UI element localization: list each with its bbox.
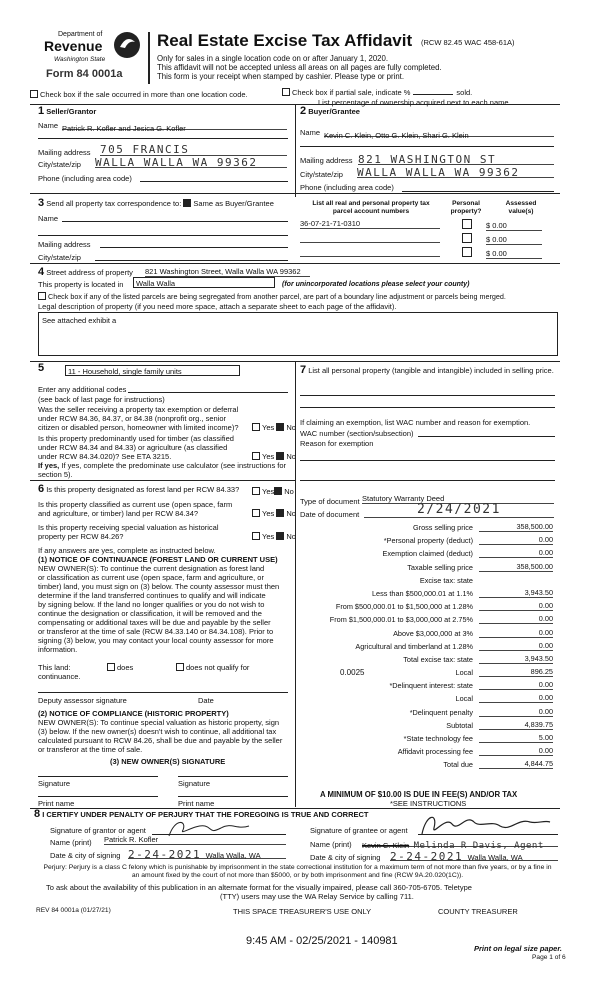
assessed-col-header: Assessed value(s) <box>505 200 537 215</box>
personal-property-checkbox-2[interactable] <box>462 233 472 243</box>
does-qualify-check[interactable]: does <box>107 663 133 672</box>
personal-property-checkbox-1[interactable] <box>462 219 472 229</box>
buyer-mailing-label: Mailing address <box>300 156 353 165</box>
receipt-stamp: 9:45 AM - 02/25/2021 - 140981 <box>246 935 398 947</box>
owner-print-label-2: Print name <box>178 799 215 808</box>
exemption-q3: citizen or disabled person, homeowner with limited income)? <box>38 423 239 432</box>
paragraph-line: or transferor at the time of sale (RCW 84.33.140 or 84.34.108). Prior to <box>38 627 274 636</box>
assessed-value-1[interactable]: $ 0.00 <box>486 221 542 231</box>
timber-q5: section 5). <box>38 470 73 479</box>
tax-label: From $1,500,000.01 to $3,000,000 at 2.75% <box>329 615 473 625</box>
tax-value[interactable]: 0.00 <box>479 693 553 703</box>
continuance-label: continuance. <box>38 672 81 681</box>
section-1-heading: 1 Seller/Grantor <box>38 105 97 117</box>
minimum-notice: A MINIMUM OF $10.00 IS DUE IN FEE(S) AND/OR TAX <box>320 790 518 799</box>
paragraph-line: NEW OWNER(S): To continue the current designation as forest land <box>38 564 265 573</box>
tax-value[interactable]: 358,500.00 <box>479 522 553 532</box>
paragraph-line: determine if the land transferred continues to qualify and will indicate <box>38 591 266 600</box>
tax-label: Subtotal <box>446 720 473 730</box>
dept-line3: Washington State <box>54 56 106 63</box>
grantor-date-field[interactable]: 2-24-2021 Walla Walla, WA <box>128 845 286 859</box>
buyer-phone-label: Phone (including area code) <box>300 183 394 192</box>
certify-heading: 8 I CERTIFY UNDER PENALTY OF PERJURY THAT THE FOREGOING IS TRUE AND CORRECT <box>34 808 369 820</box>
paragraph-line: by signing below. If the land no longer qualifies or you do not wish to <box>38 600 265 609</box>
parcel-col-header: List all real and personal property tax parcel account numbers <box>312 200 430 215</box>
tax-row <box>300 706 555 719</box>
new-owner-signature-heading: (3) NEW OWNER(S) SIGNATURE <box>110 757 226 766</box>
section-5-number: 5 <box>38 362 45 374</box>
tax-label: Local <box>455 668 473 678</box>
exemption-q1: Was the seller receiving a property tax exemption or deferral <box>38 405 239 414</box>
tax-row <box>300 574 555 587</box>
paragraph-line: NEW OWNER(S): To continue special valuation as historic property, sign <box>38 718 280 727</box>
tax-row <box>300 534 555 547</box>
owner-print-label-1: Print name <box>38 799 75 808</box>
dept-line1: Department of <box>58 31 103 38</box>
personal-property-checkbox-3[interactable] <box>462 247 472 257</box>
seller-name-field[interactable]: Patrick R. Kofler and Jesica G. Kofler <box>62 118 287 130</box>
grantee-date-label: Date & city of signing <box>310 853 381 862</box>
section-4-street: 4 Street address of property <box>38 266 133 278</box>
forest-land-q: 6 Is this property designated as forest land per RCW 84.33? <box>38 483 240 495</box>
paragraph-line: continue the designation or classification, it will be removed and the <box>38 609 262 618</box>
tax-value[interactable]: 3,943.50 <box>479 654 553 664</box>
partial-sale-check[interactable]: Check box if partial sale, indicate % sold. <box>282 88 472 97</box>
tax-row <box>300 640 555 653</box>
tax-value[interactable]: 0.00 <box>479 548 553 558</box>
multi-location-check[interactable]: Check box if the sale occurred in more than one location code. <box>30 90 248 99</box>
continuance-text <box>38 564 293 654</box>
buyer-name-label: Name <box>300 128 321 137</box>
exemption-q2: under RCW 84.36, 84.37, or 84.38 (nonprofit org., senior <box>38 414 227 423</box>
tax-value[interactable]: 0.00 <box>479 641 553 651</box>
form-title: Real Estate Excise Tax Affidavit <box>157 31 413 50</box>
paragraph-line: timber) land, you must sign on (3) below. The county assessor must then <box>38 582 280 591</box>
forest-yes-no[interactable]: Yes No <box>252 487 294 496</box>
deputy-signature-label: Deputy assessor signature <box>38 696 127 705</box>
paragraph-line: or transferor at the time of sale. <box>38 745 143 754</box>
tax-row <box>300 666 555 679</box>
tax-label: Taxable selling price <box>407 562 473 572</box>
owner-signature-label-2: Signature <box>178 779 211 788</box>
timber-q3: under RCW 84.34.020)? See ETA 3215. <box>38 452 172 461</box>
tax-label: Gross selling price <box>412 523 473 532</box>
tax-row <box>300 679 555 692</box>
section-7-text: 7 List all personal property (tangible and intangible) included in selling price. <box>300 364 554 376</box>
grantor-name-label: Name (print) <box>50 838 92 847</box>
list-percentage-note: List percentage of ownership acquired next to each name. <box>318 98 511 107</box>
continuance-heading: (1) NOTICE OF CONTINUANCE (FOREST LAND OR CURRENT USE) <box>38 555 278 564</box>
compliance-text <box>38 718 293 754</box>
tax-row <box>300 732 555 745</box>
tax-label: *State technology fee <box>403 734 473 743</box>
additional-codes-label: Enter any additional codes <box>38 385 127 394</box>
swirl-logo-icon <box>112 30 142 60</box>
current-use-q2: and agriculture, or timber) land per RCW 84.34? <box>38 509 199 518</box>
timber-q1: Is this property predominantly used for timber (as classified <box>38 434 234 443</box>
tax-row <box>300 692 555 705</box>
checkbox-icon[interactable] <box>282 88 290 96</box>
tax-row <box>300 600 555 613</box>
tax-row <box>300 653 555 666</box>
header-note-1: Only for sales in a single location code on or after January 1, 2020. <box>157 54 389 63</box>
buyer-city-label: City/state/zip <box>300 170 343 179</box>
tax-label: Above $3,000,000 at 3% <box>393 628 473 638</box>
current-use-q1: Is this property classified as current use (open space, farm <box>38 500 233 509</box>
seller-phone-label: Phone (including area code) <box>38 174 132 183</box>
tax-row <box>300 719 555 732</box>
local-rate: 0.0025 <box>340 668 365 678</box>
paragraph-line: signing (3) below, you may contact your local county assessor for more <box>38 636 274 645</box>
assessed-value-2[interactable]: $ 0.00 <box>486 235 542 245</box>
grantor-sig-label: Signature of grantor or agent <box>50 826 146 835</box>
header-note-3: This form is your receipt when stamped by cashier. Please type or print. <box>157 72 405 81</box>
parcel-number-1[interactable]: 36-07-21-71-0310 <box>300 219 440 229</box>
wac-number-label: WAC number (section/subsection) <box>300 429 414 438</box>
exemption-yes-no[interactable]: Yes No <box>252 423 296 432</box>
tax-row <box>300 561 555 574</box>
tax-row <box>300 758 555 771</box>
exemption-reason-label: Reason for exemption <box>300 439 374 448</box>
tax-value[interactable]: 0.00 <box>479 628 553 638</box>
grantee-name-label: Name (print) <box>310 840 352 849</box>
checkbox-icon[interactable] <box>38 292 46 300</box>
assessed-value-3[interactable]: $ 0.00 <box>486 249 542 259</box>
tax-value[interactable]: 0.00 <box>479 680 553 690</box>
correspondence-name-label: Name <box>38 214 59 223</box>
page-number: Page 1 of 6 <box>532 954 566 961</box>
owner-signature-label-1: Signature <box>38 779 71 788</box>
tax-value[interactable]: 3,943.50 <box>479 588 553 598</box>
paragraph-line: calculated pursuant to RCW 84.26, shall be due and payable by the seller <box>38 736 283 745</box>
section-2-heading: 2 Buyer/Grantee <box>300 105 360 117</box>
header-note-2: This affidavit will not be accepted unless all areas on all pages are fully completed. <box>157 63 442 72</box>
paragraph-line: or classification as current use (open space, farm and agriculture, or <box>38 573 264 582</box>
seller-mailing-label: Mailing address <box>38 148 91 157</box>
legal-description-field[interactable]: See attached exhibit a <box>38 312 558 356</box>
correspondence-city-label: City/state/zip <box>38 253 81 262</box>
form-number: Form 84 0001a <box>46 68 123 80</box>
location-note: (for unincorporated locations please select your county) <box>282 281 470 288</box>
historic-q1: Is this property receiving special valuation as historical <box>38 523 219 532</box>
timber-q4: If yes, If yes, complete the predominate use calculator (see instructions for <box>38 461 287 470</box>
see-back-note: (see back of last page for instructions) <box>38 395 165 404</box>
tax-value[interactable]: 0.00 <box>479 707 553 717</box>
tax-row <box>300 745 555 758</box>
tax-value[interactable]: 4,839.75 <box>479 720 553 730</box>
tax-row <box>300 547 555 560</box>
tax-row <box>300 521 555 534</box>
tax-label: Total excise tax: state <box>403 654 473 664</box>
tax-label: Exemption claimed (deduct) <box>382 549 473 559</box>
grantor-name-field[interactable]: Patrick R. Kofler <box>104 835 286 845</box>
personal-col-header: Personal property? <box>450 200 482 215</box>
tax-label: Less than $500,000.01 at 1.1% <box>371 588 473 598</box>
grantor-date-label: Date & city of signing <box>50 851 121 860</box>
grantee-date-field[interactable]: 2-24-2021 Walla Walla, WA <box>390 847 558 861</box>
tax-row <box>300 587 555 600</box>
doc-date-label: Date of document <box>300 510 360 519</box>
tax-value[interactable]: 358,500.00 <box>479 562 553 572</box>
doc-type-field[interactable]: Statutory Warranty Deed <box>362 494 554 504</box>
compliance-heading: (2) NOTICE OF COMPLIANCE (HISTORIC PROPERTY) <box>38 709 229 718</box>
located-in-label: This property is located in <box>38 280 124 289</box>
timber-yes-no[interactable]: Yes No <box>252 452 296 461</box>
wac-claim-label: If claiming an exemption, list WAC number and reason for exemption. <box>300 418 531 427</box>
doc-type-label: Type of document <box>300 497 360 506</box>
tax-value[interactable]: 896.25 <box>479 667 553 677</box>
tax-label: Agricultural and timberland at 1.28% <box>355 641 473 651</box>
parcel-number-3[interactable] <box>300 247 440 257</box>
county-treasurer-label: COUNTY TREASURER <box>438 907 518 916</box>
timber-q2: under RCW 84.34 and 84.33) or agriculture (as classified <box>38 443 228 452</box>
tax-value[interactable]: 0.00 <box>479 614 553 624</box>
tax-value[interactable]: 0.00 <box>479 746 553 756</box>
seller-city-label: City/state/zip <box>38 160 81 169</box>
tax-value[interactable]: 5.00 <box>479 733 553 743</box>
same-as-buyer-checkbox[interactable] <box>183 199 191 207</box>
tax-label: Excise tax: state <box>419 575 473 585</box>
tax-table <box>300 521 555 772</box>
tax-row <box>300 627 555 640</box>
historic-q2: property per RCW 84.26? <box>38 532 124 541</box>
this-land-label: This land: <box>38 663 71 672</box>
seller-city-field[interactable]: WALLA WALLA WA 99362 <box>95 153 287 168</box>
tax-value[interactable]: 4,844.75 <box>479 759 553 769</box>
tty-notice: (TTY) users may use the WA Relay Service by calling 711. <box>220 892 414 901</box>
historic-yes-no[interactable]: Yes No <box>252 532 296 541</box>
perjury-notice: Perjury: Perjury is a class C felony which is punishable by imprisonment in the state correctional institution for a maximum term of not more than five years, or by a fine in an amount fixed by the court of not more than $5000, or by both imprisonment and fine (RCW 9A.20.020(1C)). <box>43 864 552 879</box>
grantee-sig-label: Signature of grantee or agent <box>310 826 408 835</box>
legal-description-label: Legal description of property (if you need more space, attach a separate sheet to each page of the affidavit). <box>38 302 397 311</box>
paragraph-line: (3) below. If the new owner(s) doesn't wish to continue, all additional tax <box>38 727 277 736</box>
tax-label: *Delinquent penalty <box>409 707 473 717</box>
tax-label: *Delinquent interest: state <box>389 681 473 691</box>
property-street-field[interactable]: 821 Washington Street, Walla Walla WA 99362 <box>145 267 310 277</box>
paragraph-line: compensating or additional taxes will be due and payable by the seller <box>38 618 271 627</box>
does-not-qualify-check[interactable]: does not qualify for <box>176 663 249 672</box>
buyer-mailing-field[interactable]: 821 WASHINGTON ST <box>358 150 554 165</box>
checkbox-icon[interactable] <box>30 90 38 98</box>
seller-name-label: Name <box>38 121 59 130</box>
legal-paper-note: Print on legal size paper. <box>474 944 562 953</box>
parcel-number-2[interactable] <box>300 233 440 243</box>
tax-label: *Personal property (deduct) <box>383 536 473 546</box>
location-select[interactable]: Walla Walla <box>133 277 275 288</box>
paragraph-line: information. <box>38 645 78 654</box>
see-instructions: *SEE INSTRUCTIONS <box>390 799 467 808</box>
any-yes-note: If any answers are yes, complete as instructed below. <box>38 546 216 555</box>
correspondence-mailing-label: Mailing address <box>38 240 91 249</box>
tax-row <box>300 613 555 626</box>
deputy-date-label: Date <box>198 696 214 705</box>
form-rcw: (RCW 82.45 WAC 458-61A) <box>421 38 515 47</box>
section-3-send: 3 Send all property tax correspondence to: Same as Buyer/Grantee <box>38 197 274 209</box>
treasurer-use-label: THIS SPACE TREASURER'S USE ONLY <box>233 907 372 916</box>
grantee-name-field[interactable]: Kevin C. Klein Melinda R Davis, Agent <box>362 835 558 847</box>
doc-date-field[interactable]: 2/24/2021 <box>364 502 554 518</box>
tax-value[interactable]: 0.00 <box>479 535 553 545</box>
use-code-select[interactable]: 11 - Household, single family units <box>65 365 240 376</box>
seller-mailing-field[interactable]: 705 FRANCIS <box>100 140 287 156</box>
alternate-format-notice: To ask about the availability of this publication in an alternate format for the visually impaired, please call 360-705-6705. Teletype <box>46 883 472 892</box>
tax-label: Local <box>455 694 473 704</box>
revision-label: REV 84 0001a (01/27/21) <box>36 907 111 914</box>
dor-logo <box>36 30 146 82</box>
buyer-city-field[interactable]: WALLA WALLA WA 99362 <box>357 163 554 178</box>
buyer-name-field[interactable]: Kevin C. Klein, Otto G. Klein, Shari G. Klein <box>324 125 554 137</box>
tax-label: From $500,000.01 to $1,500,000 at 1.28% <box>335 602 473 612</box>
tax-label: Total due <box>443 760 473 770</box>
segregated-check[interactable]: Check box if any of the listed parcels are being segregated from another parcel, are part of a boundary line adjustment or parcels being merged. <box>38 292 506 301</box>
tax-label: Affidavit processing fee <box>397 747 473 757</box>
dept-line2: Revenue <box>44 38 103 54</box>
tax-value[interactable]: 0.00 <box>479 601 553 611</box>
current-use-yes-no[interactable]: Yes No <box>252 509 296 518</box>
